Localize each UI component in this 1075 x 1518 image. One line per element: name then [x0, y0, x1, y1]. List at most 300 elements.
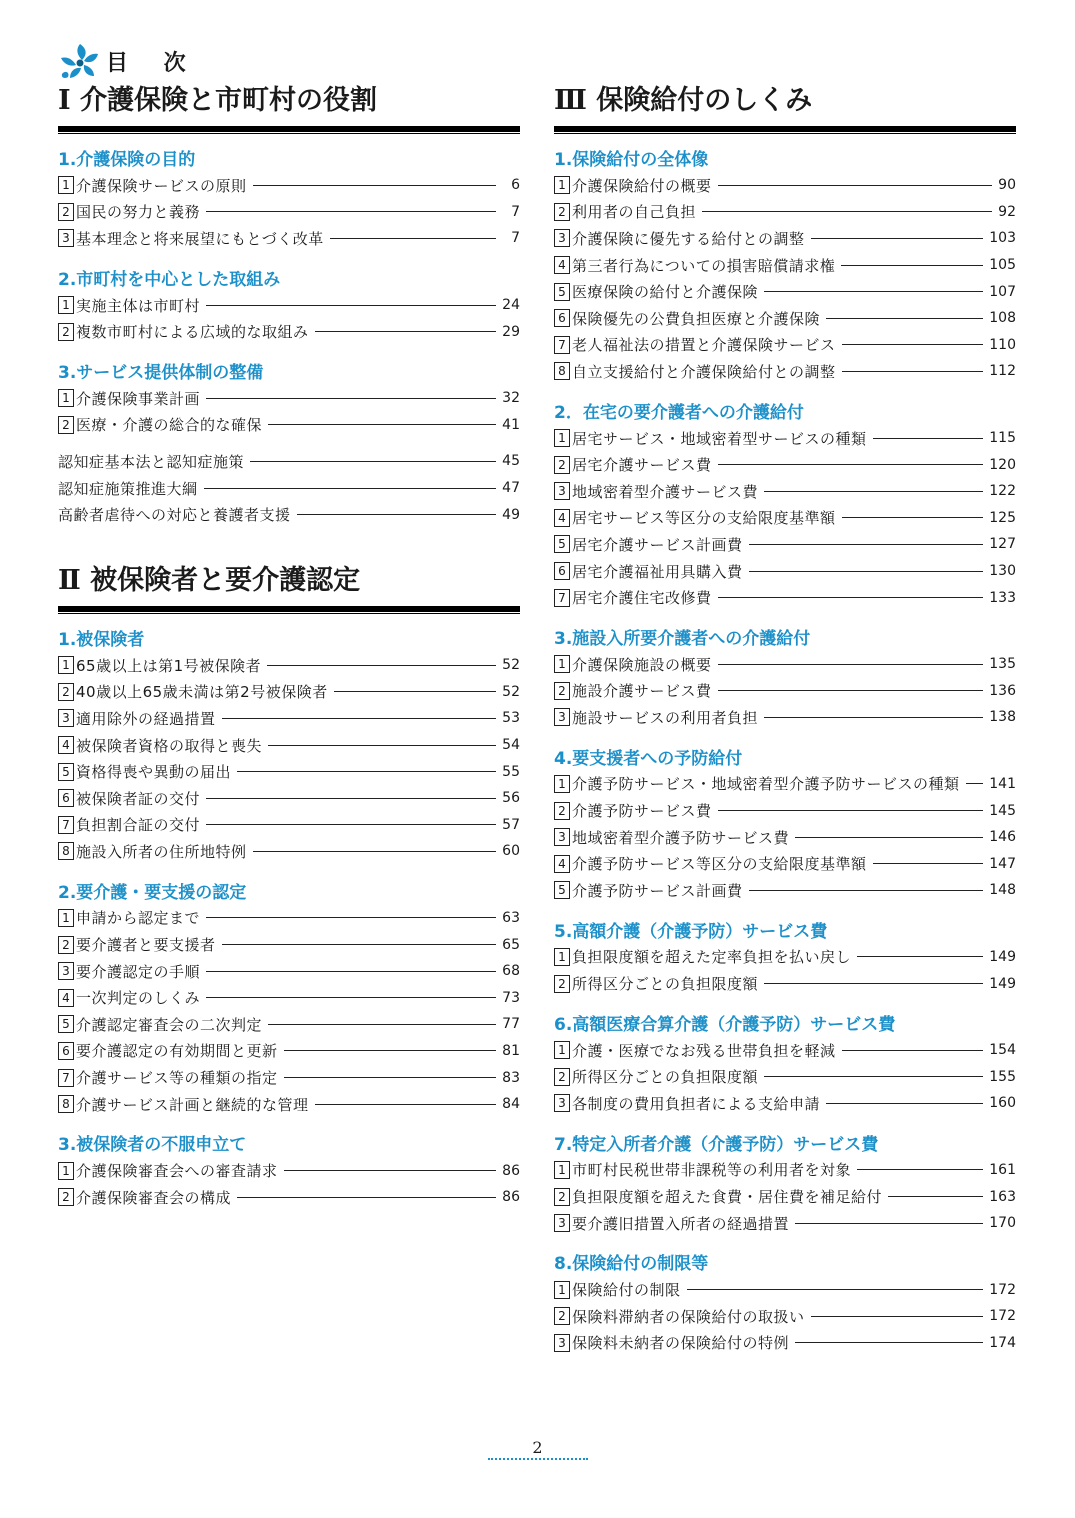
entry-number-box: 3 — [554, 229, 570, 247]
entry-page-number: 77 — [502, 1016, 520, 1033]
entry-page-number: 138 — [989, 709, 1016, 726]
entry-page-number: 112 — [989, 363, 1016, 380]
entry-label: 保険料滞納者の保険給付の取扱い — [572, 1307, 805, 1326]
entry-number-box: 4 — [554, 855, 570, 873]
toc-entry[interactable] — [554, 358, 1016, 385]
toc-section — [554, 401, 1016, 611]
entry-label: 施設介護サービス費 — [572, 682, 712, 701]
entry-label: 保険料未納者の保険給付の特例 — [572, 1334, 790, 1353]
toc-entry[interactable] — [554, 531, 1016, 558]
toc-title: 目 次 — [106, 50, 200, 76]
part-header — [58, 82, 520, 132]
entry-number-box: 5 — [58, 763, 74, 781]
leader-line — [795, 1223, 983, 1224]
entry-page-number: 41 — [502, 416, 520, 433]
entry-number-box: 2 — [554, 1068, 570, 1086]
entry-label: 資格得喪や異動の届出 — [76, 763, 232, 782]
toc-entry[interactable] — [554, 1063, 1016, 1090]
entry-number-box: 2 — [554, 456, 570, 474]
entry-label: 施設サービスの利用者負担 — [572, 708, 759, 727]
entry-label: 介護予防サービス・地域密着型介護予防サービスの種類 — [572, 775, 960, 794]
toc-entry[interactable] — [58, 705, 520, 732]
toc-entry[interactable] — [554, 1276, 1016, 1303]
entry-page-number: 7 — [511, 230, 520, 247]
entry-page-number: 49 — [502, 506, 520, 523]
entry-label: 介護予防サービス計画費 — [572, 881, 743, 900]
entry-label: 負担限度額を超えた定率負担を払い戻し — [572, 948, 852, 967]
entry-label: 適用除外の経過措置 — [76, 709, 216, 728]
entry-number-box: 5 — [554, 283, 570, 301]
entry-label: 介護保険審査会への審査請求 — [76, 1162, 278, 1181]
toc-entry[interactable] — [58, 199, 520, 226]
toc-section — [58, 881, 520, 1118]
toc-entry[interactable] — [554, 1037, 1016, 1064]
leader-line — [842, 1050, 984, 1051]
leader-line — [222, 944, 496, 945]
toc-entry[interactable] — [554, 451, 1016, 478]
leader-line — [206, 798, 496, 799]
entry-label: 65歳以上は第1号被保険者 — [76, 656, 262, 675]
leader-line — [206, 211, 496, 212]
section-title[interactable]: 3.施設入所要介護者への介護給付 — [554, 628, 811, 649]
entry-number-box: 3 — [554, 828, 570, 846]
entry-number-box: 2 — [58, 1188, 74, 1206]
entry-page-number: 84 — [502, 1096, 520, 1113]
toc-entry[interactable] — [554, 771, 1016, 798]
entry-label: 医療・介護の総合的な確保 — [76, 416, 263, 435]
entry-page-number: 6 — [511, 177, 520, 194]
toc-entry[interactable] — [554, 199, 1016, 226]
leader-line — [795, 1342, 983, 1343]
leader-line — [315, 331, 496, 332]
entry-number-box: 1 — [58, 909, 74, 927]
right-column — [554, 82, 1016, 1356]
entry-page-number: 86 — [502, 1162, 520, 1179]
leader-line — [718, 664, 984, 665]
entry-label: 居宅介護サービス費 — [572, 456, 712, 475]
leader-line — [222, 718, 496, 719]
entry-page-number: 110 — [989, 336, 1016, 353]
entry-label: 医療保険の給付と介護保険 — [572, 283, 759, 302]
toc-entry[interactable] — [58, 412, 520, 439]
entry-page-number: 149 — [989, 948, 1016, 965]
toc-entry[interactable] — [554, 1303, 1016, 1330]
toc-entry[interactable] — [554, 225, 1016, 252]
section-title[interactable]: 3.被保険者の不服申立て — [58, 1135, 247, 1156]
entry-label: 保険給付の制限 — [572, 1281, 681, 1300]
leader-line — [315, 1104, 496, 1105]
leader-line — [966, 783, 984, 784]
leader-line — [842, 371, 984, 372]
entry-label: 一次判定のしくみ — [76, 989, 201, 1008]
section-title[interactable]: 2.市町村を中心とした取組み — [58, 269, 281, 290]
toc-section — [554, 627, 1016, 731]
section-title[interactable]: 6.高額医療合算介護（介護予防）サービス費 — [554, 1014, 896, 1035]
entry-number-box: 6 — [58, 1042, 74, 1060]
part-divider — [58, 606, 520, 612]
toc-section — [554, 1013, 1016, 1117]
section-title[interactable]: 2．在宅の要介護者への介護給付 — [554, 402, 804, 423]
entry-number-box: 3 — [554, 482, 570, 500]
leader-line — [857, 956, 983, 957]
toc-entry[interactable] — [554, 278, 1016, 305]
toc-entry[interactable] — [58, 652, 520, 679]
entry-number-box: 7 — [554, 589, 570, 607]
entry-page-number: 83 — [502, 1069, 520, 1086]
entry-page-number: 105 — [989, 257, 1016, 274]
entry-number-box: 3 — [554, 708, 570, 726]
entry-label: 居宅サービス・地域密着型サービスの種類 — [572, 429, 867, 448]
leader-line — [873, 863, 984, 864]
toc-entry[interactable] — [554, 850, 1016, 877]
entry-page-number: 160 — [989, 1095, 1016, 1112]
leader-line — [237, 1197, 496, 1198]
entry-page-number: 63 — [502, 909, 520, 926]
entry-label: 介護サービス計画と継続的な管理 — [76, 1095, 309, 1114]
entry-page-number: 161 — [989, 1161, 1016, 1178]
entry-label: 居宅サービス等区分の支給限度基準額 — [572, 509, 836, 528]
entry-label: 介護・医療でなお残る世帯負担を軽減 — [572, 1041, 836, 1060]
entry-number-box: 2 — [554, 1307, 570, 1325]
toc-entry[interactable] — [58, 1038, 520, 1065]
toc-entry[interactable] — [58, 1157, 520, 1184]
leader-line — [206, 398, 496, 399]
leader-line — [702, 211, 992, 212]
entry-label: 所得区分ごとの負担限度額 — [572, 1068, 759, 1087]
toc-entry[interactable] — [554, 305, 1016, 332]
leader-line — [764, 291, 983, 292]
leader-line — [764, 491, 983, 492]
part-divider — [58, 126, 520, 132]
toc-entry[interactable] — [58, 679, 520, 706]
entry-number-box: 8 — [58, 1095, 74, 1113]
entry-label: 居宅介護福祉用具購入費 — [572, 562, 743, 581]
entry-label: 保険優先の公費負担医療と介護保険 — [572, 309, 821, 328]
toc-section — [554, 148, 1016, 385]
entry-label: 各制度の費用負担者による支給申請 — [572, 1094, 821, 1113]
entry-page-number: 47 — [502, 480, 520, 497]
leader-line — [718, 185, 992, 186]
toc-entry[interactable] — [554, 558, 1016, 585]
entry-label: 実施主体は市町村 — [76, 296, 201, 315]
toc-entry[interactable] — [58, 905, 520, 932]
entry-number-box: 2 — [58, 936, 74, 954]
entry-label: 介護保険給付の概要 — [572, 176, 712, 195]
entry-number-box: 3 — [58, 709, 74, 727]
entry-number-box: 1 — [554, 655, 570, 673]
entry-number-box: 1 — [58, 1162, 74, 1180]
entry-label: 介護予防サービス費 — [572, 802, 712, 821]
toc-entry[interactable] — [554, 704, 1016, 731]
entry-number-box: 8 — [58, 842, 74, 860]
toc-entry[interactable] — [58, 1064, 520, 1091]
entry-page-number: 108 — [989, 310, 1016, 327]
toc-entry[interactable] — [58, 984, 520, 1011]
entry-page-number: 53 — [502, 710, 520, 727]
entry-number-box: 7 — [554, 336, 570, 354]
toc-section — [554, 1133, 1016, 1237]
toc-section — [58, 628, 520, 865]
toc-entry[interactable] — [554, 970, 1016, 997]
toc-entry[interactable] — [554, 478, 1016, 505]
entry-page-number: 174 — [989, 1334, 1016, 1351]
toc-entry[interactable] — [58, 448, 520, 475]
toc-entry[interactable] — [554, 584, 1016, 611]
entry-label: 要介護者と要支援者 — [76, 936, 216, 955]
entry-label: 介護認定審査会の二次判定 — [76, 1015, 263, 1034]
entry-page-number: 141 — [989, 775, 1016, 792]
entry-label: 自立支援給付と介護保険給付との調整 — [572, 362, 836, 381]
leader-line — [237, 771, 496, 772]
leader-line — [873, 438, 984, 439]
entry-number-box: 3 — [554, 1094, 570, 1112]
flower-logo-icon — [58, 42, 102, 82]
toc-entry[interactable] — [554, 678, 1016, 705]
entry-number-box: 2 — [554, 203, 570, 221]
entry-number-box: 2 — [58, 416, 74, 434]
entry-page-number: 45 — [502, 453, 520, 470]
entry-page-number: 56 — [502, 790, 520, 807]
entry-number-box: 1 — [58, 656, 74, 674]
leader-line — [811, 1316, 984, 1317]
entry-page-number: 29 — [502, 323, 520, 340]
entry-label: 介護保険に優先する給付との調整 — [572, 229, 805, 248]
entry-label: 40歳以上65歳未満は第2号被保険者 — [76, 683, 328, 702]
toc-entry[interactable] — [554, 1090, 1016, 1117]
leader-line — [841, 265, 983, 266]
leader-line — [206, 305, 496, 306]
toc-entry[interactable] — [58, 225, 520, 252]
leader-line — [811, 238, 984, 239]
toc-entry[interactable] — [58, 385, 520, 412]
entry-page-number: 127 — [989, 536, 1016, 553]
entry-number-box: 1 — [554, 948, 570, 966]
leader-line — [826, 318, 983, 319]
entry-number-box: 3 — [58, 229, 74, 247]
entry-label: 介護予防サービス等区分の支給限度基準額 — [572, 855, 867, 874]
leader-line — [718, 690, 984, 691]
toc-entry[interactable] — [554, 944, 1016, 971]
entry-page-number: 24 — [502, 297, 520, 314]
entry-page-number: 7 — [511, 203, 520, 220]
toc-entry[interactable] — [554, 252, 1016, 279]
entry-page-number: 107 — [989, 283, 1016, 300]
leader-line — [842, 344, 984, 345]
toc-entry[interactable] — [58, 931, 520, 958]
toc-entry[interactable] — [58, 812, 520, 839]
toc-entry[interactable] — [58, 838, 520, 865]
entry-number-box: 2 — [58, 323, 74, 341]
entry-number-box: 2 — [58, 203, 74, 221]
entry-page-number: 147 — [989, 855, 1016, 872]
toc-entry[interactable] — [554, 172, 1016, 199]
entry-label: 申請から認定まで — [76, 909, 201, 928]
leader-line — [206, 971, 496, 972]
entry-page-number: 130 — [989, 563, 1016, 580]
entry-label: 介護保険サービスの原則 — [76, 176, 247, 195]
toc-entry[interactable] — [58, 785, 520, 812]
part-header — [58, 562, 520, 612]
part-divider — [554, 126, 1016, 132]
entry-label: 居宅介護サービス計画費 — [572, 535, 743, 554]
entry-page-number: 54 — [502, 737, 520, 754]
leader-line — [268, 424, 496, 425]
toc-entry[interactable] — [554, 877, 1016, 904]
entry-number-box: 1 — [554, 775, 570, 793]
toc-entry[interactable] — [554, 797, 1016, 824]
entry-page-number: 154 — [989, 1042, 1016, 1059]
toc-entry[interactable] — [58, 318, 520, 345]
leader-line — [204, 488, 496, 489]
leader-line — [268, 1024, 496, 1025]
leader-line — [718, 597, 984, 598]
entry-page-number: 172 — [989, 1281, 1016, 1298]
toc-entry[interactable] — [58, 732, 520, 759]
toc-part — [554, 82, 1016, 1356]
entry-number-box: 1 — [554, 429, 570, 447]
leader-line — [888, 1196, 983, 1197]
toc-part — [58, 82, 520, 528]
entry-label: 国民の努力と義務 — [76, 203, 201, 222]
toc-section — [58, 1133, 520, 1210]
section-title[interactable]: 8.保険給付の制限等 — [554, 1254, 709, 1275]
entry-label: 市町村民税世帯非課税等の利用者を対象 — [572, 1161, 852, 1180]
leader-line — [764, 717, 983, 718]
leader-line — [857, 1169, 983, 1170]
entry-page-number: 65 — [502, 936, 520, 953]
toc-entry[interactable] — [58, 292, 520, 319]
toc-section — [58, 361, 520, 528]
leader-line — [253, 185, 496, 186]
entry-page-number: 55 — [502, 763, 520, 780]
toc-entry[interactable] — [58, 172, 520, 199]
toc-entry[interactable] — [58, 758, 520, 785]
entry-number-box: 3 — [554, 1334, 570, 1352]
entry-number-box: 6 — [554, 562, 570, 580]
toc-entry[interactable] — [58, 501, 520, 528]
entry-page-number: 146 — [989, 829, 1016, 846]
toc-entry[interactable] — [554, 425, 1016, 452]
toc-entry[interactable] — [554, 651, 1016, 678]
toc-entry[interactable] — [554, 1330, 1016, 1357]
section-title[interactable]: 1.介護保険の目的 — [58, 150, 196, 170]
toc-section — [554, 1252, 1016, 1356]
section-title[interactable]: 4.要支援者への予防給付 — [554, 748, 743, 769]
toc-entry[interactable] — [58, 958, 520, 985]
leader-line — [749, 890, 984, 891]
page-number-dots — [488, 1458, 588, 1460]
entry-label: 基本理念と将来展望にもとづく改革 — [76, 229, 324, 248]
entry-label: 被保険者証の交付 — [76, 789, 201, 808]
toc-entry[interactable] — [554, 1157, 1016, 1184]
entry-page-number: 120 — [989, 456, 1016, 473]
entry-number-box: 1 — [554, 176, 570, 194]
toc-extra-group — [58, 448, 520, 528]
leader-line — [284, 1077, 496, 1078]
entry-page-number: 68 — [502, 963, 520, 980]
entry-label: 要介護認定の手順 — [76, 962, 201, 981]
section-title[interactable]: 1.被保険者 — [58, 629, 145, 650]
entry-page-number: 57 — [502, 816, 520, 833]
page-number: 2 — [532, 1438, 543, 1457]
entry-page-number: 135 — [989, 656, 1016, 673]
section-title[interactable]: 3.サービス提供体制の整備 — [58, 362, 264, 383]
section-title[interactable]: 2.要介護・要支援の認定 — [58, 882, 247, 903]
entry-page-number: 86 — [502, 1189, 520, 1206]
toc-entry[interactable] — [554, 1183, 1016, 1210]
entry-number-box: 3 — [554, 1214, 570, 1232]
toc-entry[interactable] — [554, 505, 1016, 532]
leader-line — [764, 983, 983, 984]
toc-entry[interactable] — [58, 1184, 520, 1211]
entry-page-number: 115 — [989, 430, 1016, 447]
entry-page-number: 125 — [989, 509, 1016, 526]
entry-page-number: 81 — [502, 1042, 520, 1059]
entry-number-box: 1 — [554, 1281, 570, 1299]
entry-number-box: 7 — [58, 1069, 74, 1087]
leader-line — [687, 1289, 984, 1290]
entry-label: 複数市町村による広域的な取組み — [76, 323, 309, 342]
leader-line — [268, 745, 496, 746]
entry-label: 介護保険事業計画 — [76, 389, 201, 408]
entry-page-number: 73 — [502, 989, 520, 1006]
leader-line — [334, 691, 496, 692]
section-title[interactable]: 1.保険給付の全体像 — [554, 150, 709, 170]
leader-line — [749, 571, 984, 572]
entry-number-box: 2 — [554, 975, 570, 993]
toc-section — [554, 747, 1016, 904]
entry-page-number: 32 — [502, 390, 520, 407]
entry-number-box: 2 — [554, 802, 570, 820]
toc-section — [58, 148, 520, 252]
entry-number-box: 6 — [58, 789, 74, 807]
entry-label: 被保険者資格の取得と喪失 — [76, 736, 263, 755]
section-title[interactable]: 7.特定入所者介護（介護予防）サービス費 — [554, 1134, 879, 1155]
leader-line — [842, 517, 984, 518]
leader-line — [764, 1076, 983, 1077]
leader-line — [749, 544, 984, 545]
toc-entry[interactable] — [554, 824, 1016, 851]
entry-label: 老人福祉法の措置と介護保険サービス — [572, 336, 836, 355]
entry-page-number: 155 — [989, 1068, 1016, 1085]
entry-page-number: 122 — [989, 483, 1016, 500]
entry-number-box: 7 — [58, 816, 74, 834]
toc-entry[interactable] — [58, 475, 520, 502]
leader-line — [795, 837, 983, 838]
toc-entry[interactable] — [554, 332, 1016, 359]
entry-page-number: 90 — [998, 177, 1016, 194]
toc-entry[interactable] — [58, 1091, 520, 1118]
leader-line — [253, 851, 496, 852]
section-title[interactable]: 5.高額介護（介護予防）サービス費 — [554, 921, 828, 942]
part-title: Ⅰ 介護保険と市町村の役割 — [58, 85, 378, 116]
leader-line — [297, 514, 496, 515]
toc-entry[interactable] — [554, 1210, 1016, 1237]
entry-page-number: 163 — [989, 1188, 1016, 1205]
entry-number-box: 5 — [58, 1015, 74, 1033]
entry-number-box: 1 — [554, 1161, 570, 1179]
part-header — [554, 82, 1016, 132]
entry-page-number: 170 — [989, 1215, 1016, 1232]
entry-page-number: 148 — [989, 882, 1016, 899]
entry-label: 第三者行為についての損害賠償請求権 — [572, 256, 836, 275]
leader-line — [826, 1103, 983, 1104]
entry-label: 介護サービス等の種類の指定 — [76, 1069, 278, 1088]
entry-page-number: 136 — [989, 682, 1016, 699]
leader-line — [284, 1050, 496, 1051]
toc-entry[interactable] — [58, 1011, 520, 1038]
entry-page-number: 145 — [989, 802, 1016, 819]
